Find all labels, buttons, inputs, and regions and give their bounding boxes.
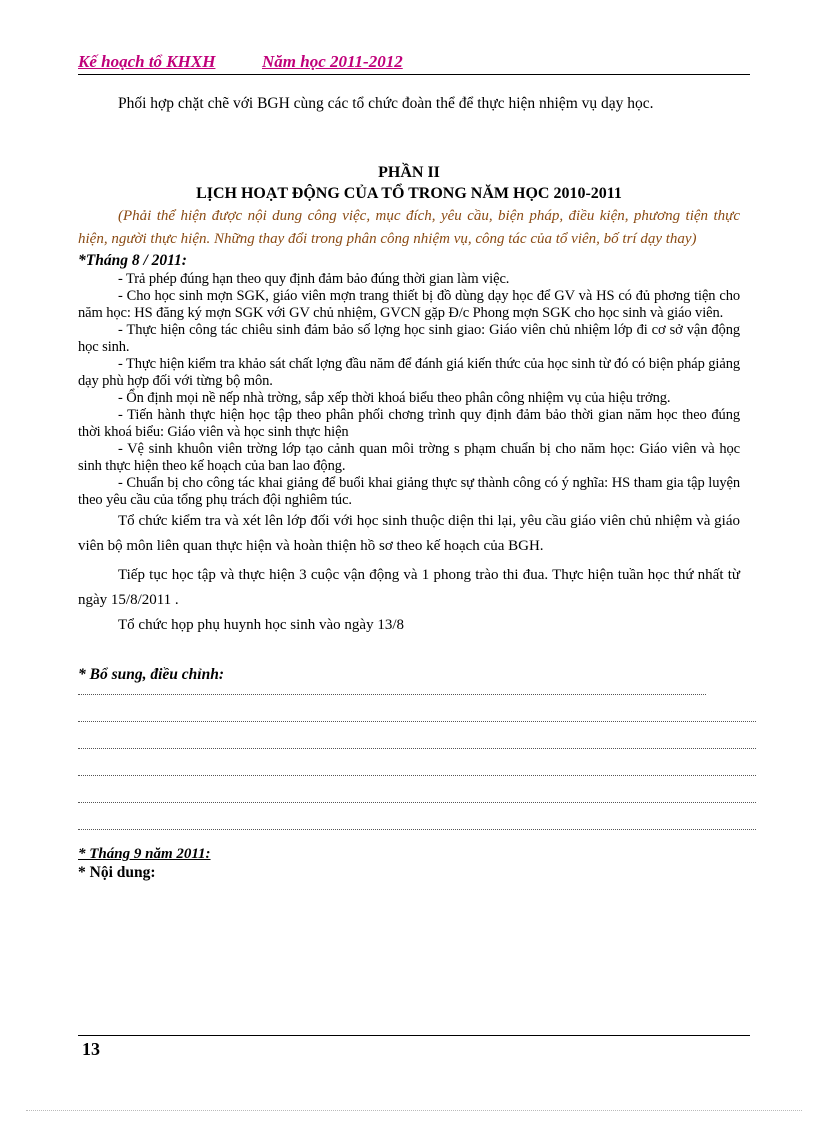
august-item: - Thực hiện kiểm tra khảo sát chất lợng đầu năm để đánh giá kiến thức của học sinh từ đó có biện pháp giảng dạy phù hợp đối với từng bộ môn. — [78, 356, 740, 389]
header-school-year: Năm học 2011-2012 — [262, 52, 403, 71]
document-body — [78, 90, 740, 882]
part-title: LỊCH HOẠT ĐỘNG CỦA TỔ TRONG NĂM HỌC 2010-2011 — [196, 185, 622, 202]
bottom-border — [26, 1110, 802, 1111]
fill-in-line — [78, 695, 756, 722]
part-label: PHẦN II — [378, 164, 440, 181]
fill-in-line — [78, 749, 756, 776]
august-item: - Chuẩn bị cho công tác khai giảng để buổi khai giảng thực sự thành công có ý nghĩa: HS tham gia tập luyện theo yêu cầu của tổng phụ trách đội nghiêm túc. — [78, 475, 740, 508]
intro-paragraph: Phối hợp chặt chẽ với BGH cùng các tổ chức đoàn thể để thực hiện nhiệm vụ dạy học. — [118, 95, 654, 112]
august-item: - Tiến hành thực hiện học tập theo phân phối chơng trình quy định đảm bảo thời gian năm học theo đúng thời khoá biểu: Giáo viên và học sinh thực hiện — [78, 407, 740, 440]
page-footer — [78, 1035, 750, 1059]
part-note: (Phải thể hiện được nội dung công việc, mục đích, yêu cầu, biện pháp, điều kiện, phương tiện thực hiện, người thực hiện. Những thay đổi trong phân công nhiệm vụ, công tác của tổ viên, bố trí dạy thay) — [78, 208, 740, 247]
august-item: - Trả phép đúng hạn theo quy định đảm bảo đúng thời gian làm việc. — [118, 271, 510, 287]
fill-in-line — [78, 722, 756, 749]
fill-in-line — [78, 803, 756, 830]
supplement-heading: * Bổ sung, điều chỉnh: — [78, 666, 225, 683]
august-item: - Cho học sinh mợn SGK, giáo viên mợn trang thiết bị đồ dùng dạy học để GV và HS có đủ phơng tiện cho năm học: HS đăng ký mợn SGK với GV chủ nhiệm, GVCN gặp Đ/c Phong mợn SGK cho học sinh và giáo viên. — [78, 288, 740, 321]
header-plan-title: Kế hoạch tổ KHXH — [78, 52, 216, 71]
august-paragraph: Tổ chức kiểm tra và xét lên lớp đối với học sinh thuộc diện thi lại, yêu cầu giáo viên chủ nhiệm và giáo viên bộ môn liên quan thực hiện và hoàn thiện hồ sơ theo kế hoạch của BGH. — [78, 513, 740, 554]
august-item: - Vệ sinh khuôn viên trờng lớp tạo cảnh quan môi trờng s phạm chuẩn bị cho năm học: Giáo viên và học sinh thực hiện theo kế hoạch của ban lao động. — [78, 441, 740, 474]
september-heading: * Tháng 9 năm 2011: — [78, 846, 211, 862]
page-header — [78, 52, 750, 75]
fill-in-line — [78, 776, 756, 803]
page-number: 13 — [82, 1039, 100, 1059]
august-item: - Ổn định mọi nề nếp nhà trờng, sắp xếp thời khoá biểu theo phân công nhiệm vụ của hiệu trởng. — [118, 390, 671, 406]
august-paragraph: Tiếp tục học tập và thực hiện 3 cuộc vận động và 1 phong trào thi đua. Thực hiện tuần học thứ nhất từ ngày 15/8/2011 . — [78, 567, 740, 608]
august-heading: *Tháng 8 / 2011: — [78, 252, 187, 269]
september-content-label: * Nội dung: — [78, 864, 156, 881]
fill-in-line — [78, 686, 706, 695]
august-paragraph: Tổ chức họp phụ huynh học sinh vào ngày 13/8 — [118, 617, 405, 633]
august-item: - Thực hiện công tác chiêu sinh đảm bảo số lợng học sinh giao: Giáo viên chủ nhiệm lớp đi cơ sở vận động học sinh. — [78, 322, 740, 355]
